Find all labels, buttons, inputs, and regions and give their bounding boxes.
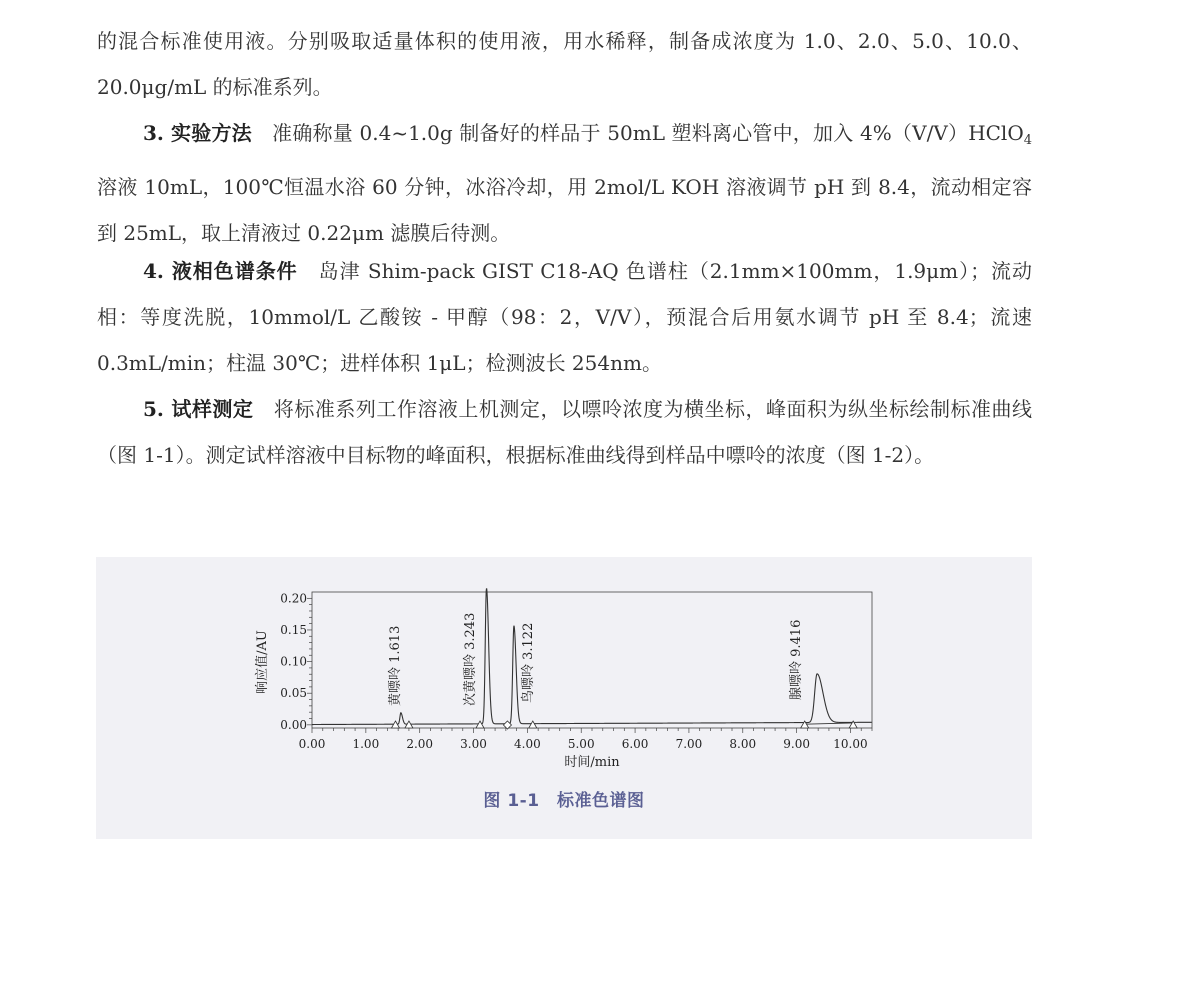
x-tick-label: 5.00 <box>567 737 595 751</box>
y-axis-title: 响应值/AU <box>255 630 270 694</box>
paragraph-lc-conditions <box>97 248 1032 386</box>
y-tick-label: 0.20 <box>280 591 307 606</box>
paragraph-text: 准确称量 0.4~1.0g 制备好的样品于 50mL 塑料离心管中，加入 4%（V/V）HClO <box>272 121 1024 145</box>
figure-panel <box>96 557 1032 839</box>
y-tick-label: 0.15 <box>280 622 307 637</box>
x-tick-label: 8.00 <box>729 737 757 751</box>
peak-label: 鸟嘌呤 3.122 <box>521 622 536 703</box>
x-tick-label: 4.00 <box>514 737 541 751</box>
chromatogram-chart <box>96 557 1032 782</box>
peak-label: 腺嘌呤 9.416 <box>789 619 804 700</box>
paragraph-text: 溶液 10mL，100℃恒温水浴 60 分钟，冰浴冷却，用 2mol/L KOH 溶液调节 pH 到 8.4，流动相定容到 25mL，取上清液过 0.22μm 滤膜后待测。 <box>97 175 1032 245</box>
section-heading-sample: 5. 试样测定 <box>143 397 254 421</box>
peak-boundary-marker <box>529 721 537 728</box>
paragraph-standard-series <box>97 18 1032 110</box>
figure-caption: 图 1-1 标准色谱图 <box>483 791 645 811</box>
x-tick-label: 10.00 <box>833 737 868 751</box>
x-tick-label: 2.00 <box>406 737 434 751</box>
x-axis-title: 时间/min <box>564 755 620 770</box>
peak-label: 黄嘌呤 1.613 <box>388 625 403 706</box>
y-tick-label: 0.05 <box>280 686 307 701</box>
x-tick-label: 3.00 <box>460 737 487 751</box>
y-tick-label: 0.10 <box>280 654 307 669</box>
x-tick-label: 0.00 <box>298 737 326 751</box>
x-tick-label: 7.00 <box>675 737 703 751</box>
integration-baseline <box>805 723 853 724</box>
x-tick-label: 6.00 <box>621 737 649 751</box>
x-tick-label: 9.00 <box>783 737 810 751</box>
paragraph-sample-determination <box>97 386 1032 478</box>
x-tick-label: 1.00 <box>352 737 380 751</box>
subscript: 4 <box>1023 133 1033 148</box>
section-heading-method: 3. 实验方法 <box>143 121 252 145</box>
peak-label: 次黄嘌呤 3.243 <box>463 612 478 706</box>
section-heading-lc: 4. 液相色谱条件 <box>143 259 298 283</box>
paragraph-experiment-method <box>97 110 1032 256</box>
paragraph-text: 的混合标准使用液。分别吸取适量体积的使用液，用水稀释，制备成浓度为 1.0、2.0、5.0、10.0、20.0μg/mL 的标准系列。 <box>97 29 1032 99</box>
y-tick-label: 0.00 <box>280 717 307 732</box>
paragraph-text: 将标准系列工作溶液上机测定，以嘌呤浓度为横坐标，峰面积为纵坐标绘制标准曲线（图 1-1）。测定试样溶液中目标物的峰面积，根据标准曲线得到样品中嘌呤的浓度（图 1-2）。 <box>97 397 1033 467</box>
paragraph-text: 岛津 Shim-pack GIST C18-AQ 色谱柱（2.1mm×100mm，1.9μm）；流动相：等度洗脱，10mmol/L 乙酸铵 - 甲醇（98：2，V/V），预混合后用氨水调节 pH 至 8.4；流速 0.3mL/min；柱温 30℃；进样体积 1μL；检测波长 254nm。 <box>97 259 1033 375</box>
